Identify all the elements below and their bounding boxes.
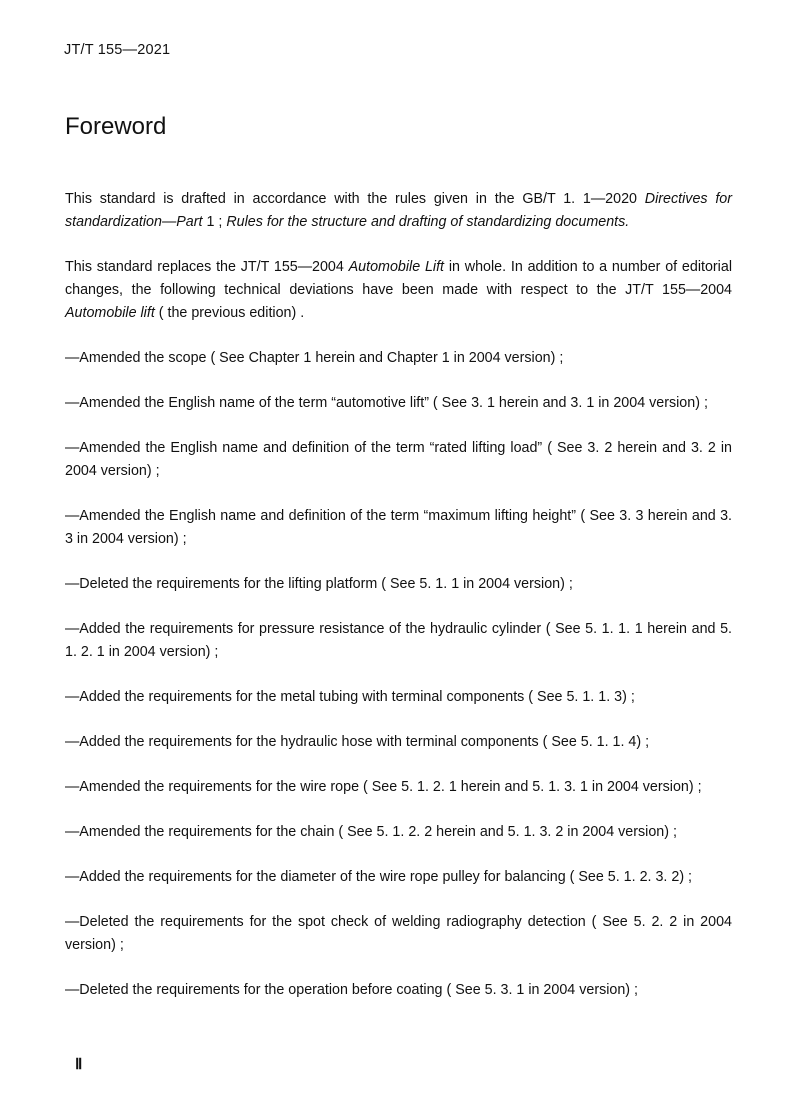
intro-paragraph-replacement [65,256,732,325]
change-item: —Deleted the requirements for the lifting platform ( See 5. 1. 1 in 2004 version) ; [65,576,573,592]
change-item: —Amended the scope ( See Chapter 1 herein and Chapter 1 in 2004 version) ; [65,350,564,366]
change-item: —Amended the English name and definition of the term “rated lifting load” ( See 3. 2 herein and 3. 2 in 2004 version) ; [65,440,732,479]
text-run: in whole. In addition to a number of editorial changes, the following technical deviations have been made with respect to the JT/T 155—2004 [65,259,732,298]
intro-paragraph-drafting-rules [65,188,732,234]
italic-text-run: Rules for the structure and drafting of standardizing documents. [226,214,630,230]
foreword-body [65,188,732,1024]
change-item: —Added the requirements for the diameter of the wire rope pulley for balancing ( See 5. 1. 2. 3. 2) ; [65,869,693,885]
change-item: —Added the requirements for the hydraulic hose with terminal components ( See 5. 1. 1. 4) ; [65,734,650,750]
italic-text-run: Directives for standardization—Part [65,191,733,230]
text-run: 1 ; [202,214,227,230]
text-run: ( the previous edition) . [154,305,305,321]
change-item: —Amended the requirements for the wire rope ( See 5. 1. 2. 1 herein and 5. 1. 3. 1 in 2004 version) ; [65,779,702,795]
change-item: —Amended the requirements for the chain ( See 5. 1. 2. 2 herein and 5. 1. 3. 2 in 2004 version) ; [65,824,677,840]
change-item: —Added the requirements for pressure resistance of the hydraulic cylinder ( See 5. 1. 1. 1 herein and 5. 1. 2. 1 in 2004 version) ; [65,621,732,660]
text-run: This standard replaces the JT/T 155—2004 [65,259,349,275]
italic-text-run: Automobile lift [65,305,155,321]
change-item: —Amended the English name of the term “automotive lift” ( See 3. 1 herein and 3. 1 in 2004 version) ; [65,395,708,411]
change-item: —Deleted the requirements for the operation before coating ( See 5. 3. 1 in 2004 version) ; [65,982,639,998]
page-number: Ⅱ [75,1057,83,1073]
italic-text-run: Automobile Lift [348,259,445,275]
change-item: —Added the requirements for the metal tubing with terminal components ( See 5. 1. 1. 3) ; [65,689,635,705]
document-code-header: JT/T 155—2021 [64,42,171,58]
page-title: Foreword [65,113,167,140]
change-item: —Amended the English name and definition of the term “maximum lifting height” ( See 3. 3 herein and 3. 3 in 2004 version) ; [65,508,732,547]
change-item: —Deleted the requirements for the spot check of welding radiography detection ( See 5. 2. 2 in 2004 version) ; [65,914,732,953]
text-run: This standard is drafted in accordance with the rules given in the GB/T 1. 1—2020 [65,191,645,207]
